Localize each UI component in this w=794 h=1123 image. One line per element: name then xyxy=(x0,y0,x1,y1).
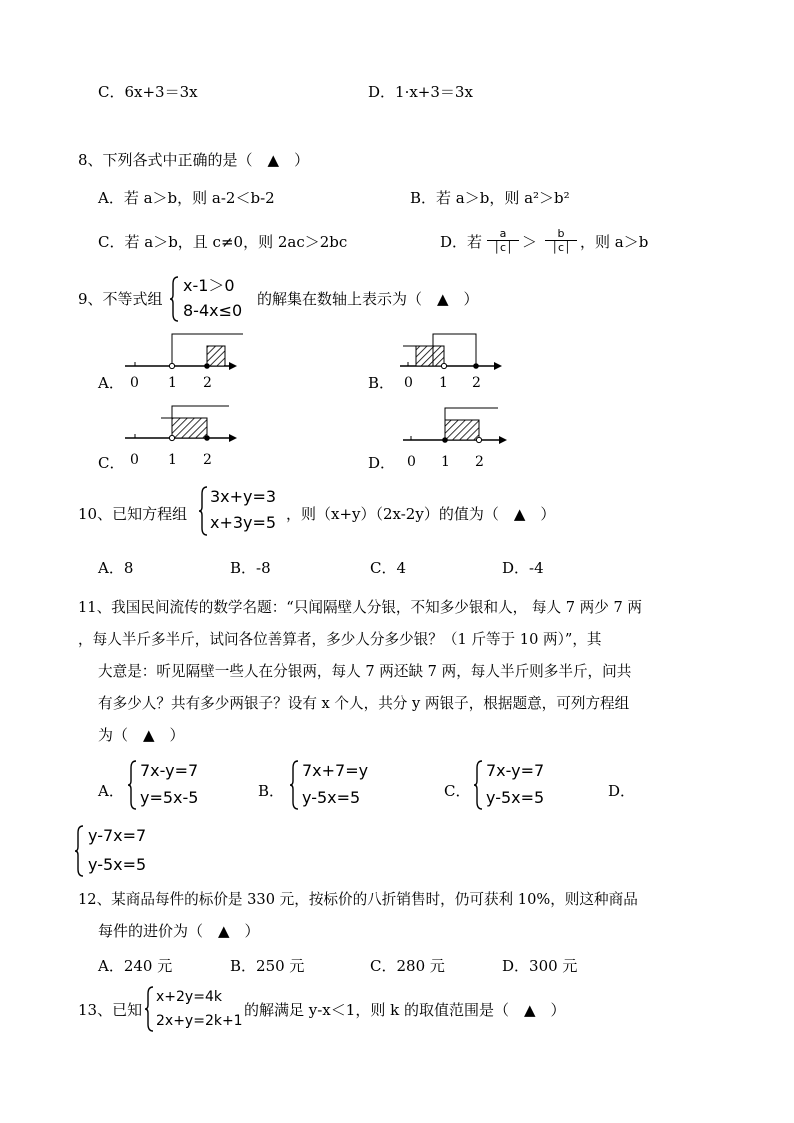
q11-a-eq1: 7x-y=7 xyxy=(140,761,199,780)
q9-b-tick-0: 0 xyxy=(404,375,413,391)
q8-fraction-1-denominator: │c│ xyxy=(487,240,519,254)
q9-b-tick-2: 2 xyxy=(472,375,481,391)
q9-c-tick-2: 2 xyxy=(203,452,212,468)
q13-stem-suffix: 的解满足 y-x＜1，则 k 的取值范围是（ ▲ ） xyxy=(244,1001,566,1019)
q12-line-1: 12、某商品每件的标价是 330 元，按标价的八折销售时，仍可获利 10%，则这种商品 xyxy=(78,891,638,908)
q9-a-tick-1: 1 xyxy=(168,375,177,391)
q9-numberline-d xyxy=(403,404,513,464)
q9-d-tick-2: 2 xyxy=(475,454,484,470)
q11-d-brace xyxy=(75,825,85,877)
q8-fraction-gt: ＞ xyxy=(522,233,538,251)
q8-fraction-2-denominator: │c│ xyxy=(545,240,577,254)
q7-option-c: C．6x+3＝3x xyxy=(98,83,198,101)
q11-d-eq2: y-5x=5 xyxy=(88,855,147,874)
q10-option-c: C．4 xyxy=(370,559,407,577)
q11-option-a-label: A． xyxy=(98,782,124,800)
q11-d-eq1: y-7x=7 xyxy=(88,826,147,845)
q9-d-tick-0: 0 xyxy=(407,454,416,470)
q8-option-d-prefix: D．若 xyxy=(440,233,483,251)
q9-a-tick-0: 0 xyxy=(130,375,139,391)
q12-option-d: D．300 元 xyxy=(502,957,578,975)
q9-system-eq2: 8-4x≤0 xyxy=(183,301,243,320)
q9-option-d-label: D． xyxy=(368,454,396,472)
q9-d-tick-1: 1 xyxy=(441,454,450,470)
q11-c-brace xyxy=(474,760,484,810)
q8-stem: 8、下列各式中正确的是（ ▲ ） xyxy=(78,151,310,169)
q10-system-eq2: x+3y=5 xyxy=(210,513,277,532)
q9-option-b-label: B． xyxy=(368,374,395,392)
q9-option-c-label: C． xyxy=(98,454,125,472)
q11-b-eq1: 7x+7=y xyxy=(302,761,369,780)
q13-system-eq1: x+2y=4k xyxy=(156,989,222,1005)
q12-option-a: A．240 元 xyxy=(98,957,173,975)
q8-option-c: C．若 a＞b，且 c≠0，则 2ac＞2bc xyxy=(98,233,348,251)
q11-b-brace xyxy=(290,760,300,810)
q10-stem-prefix: 10、已知方程组 xyxy=(78,505,188,523)
q9-numberline-a xyxy=(125,330,245,390)
q9-system-eq1: x-1＞0 xyxy=(183,276,235,295)
q10-system-brace xyxy=(199,486,209,536)
q9-stem-suffix: 的解集在数轴上表示为（ ▲ ） xyxy=(257,290,479,308)
q11-line-2: ，每人半斤多半斤，试问各位善算者，多少人分多少银？（1 斤等于 10 两）”，其 xyxy=(78,631,602,648)
q11-option-d-label: D． xyxy=(608,782,636,800)
q11-line-4: 有多少人？共有多少两银子？设有 x 个人，共分 y 两银子，根据题意，可列方程组 xyxy=(98,695,630,712)
q9-a-tick-2: 2 xyxy=(203,375,212,391)
q9-c-tick-0: 0 xyxy=(130,452,139,468)
q9-numberline-b xyxy=(400,330,510,390)
q10-stem-suffix: ，则（x+y）（2x-2y）的值为（ ▲ ） xyxy=(286,505,556,523)
q11-b-eq2: y-5x=5 xyxy=(302,788,361,807)
q10-system-eq1: 3x+y=3 xyxy=(210,487,277,506)
q11-option-b-label: B． xyxy=(258,782,285,800)
q10-option-a: A．8 xyxy=(98,559,134,577)
q9-numberline-c xyxy=(125,402,245,462)
q8-fraction-2-numerator: b xyxy=(557,227,565,240)
q11-line-3: 大意是：听见隔壁一些人在分银两，每人 7 两还缺 7 两，每人半斤则多半斤，问共 xyxy=(98,663,632,680)
q9-system-brace xyxy=(170,276,180,322)
q12-line-2: 每件的进价为（ ▲ ） xyxy=(98,922,260,940)
q13-system-eq2: 2x+y=2k+1 xyxy=(156,1013,243,1029)
q13-system-brace xyxy=(145,986,155,1032)
q8-option-a: A．若 a＞b，则 a-2＜b-2 xyxy=(98,189,275,207)
q11-line-1: 11、我国民间流传的数学名题：“只闻隔壁人分银，不知多少银和人， 每人 7 两少 7 两 xyxy=(78,599,642,616)
q8-fraction-1-numerator: a xyxy=(499,227,507,240)
q10-option-d: D．-4 xyxy=(502,559,544,577)
q11-c-eq1: 7x-y=7 xyxy=(486,761,545,780)
q13-stem-prefix: 13、已知 xyxy=(78,1001,143,1019)
q9-c-tick-1: 1 xyxy=(168,452,177,468)
q9-stem-prefix: 9、不等式组 xyxy=(78,290,163,308)
q12-option-b: B．250 元 xyxy=(230,957,305,975)
q8-fraction-1 xyxy=(487,227,519,254)
q11-option-c-label: C． xyxy=(444,782,471,800)
q11-a-brace xyxy=(128,760,138,810)
q8-fraction-2 xyxy=(545,227,577,254)
q9-option-a-label: A． xyxy=(98,374,124,392)
q10-option-b: B．-8 xyxy=(230,559,271,577)
q11-c-eq2: y-5x=5 xyxy=(486,788,545,807)
q8-option-d-suffix: ，则 a＞b xyxy=(580,233,649,251)
q8-option-b: B．若 a＞b，则 a²＞b² xyxy=(410,189,570,207)
q9-b-tick-1: 1 xyxy=(439,375,448,391)
q11-line-5: 为（ ▲ ） xyxy=(98,726,185,744)
q7-option-d: D．1·x+3＝3x xyxy=(368,83,473,101)
q12-option-c: C．280 元 xyxy=(370,957,445,975)
q11-a-eq2: y=5x-5 xyxy=(140,788,199,807)
